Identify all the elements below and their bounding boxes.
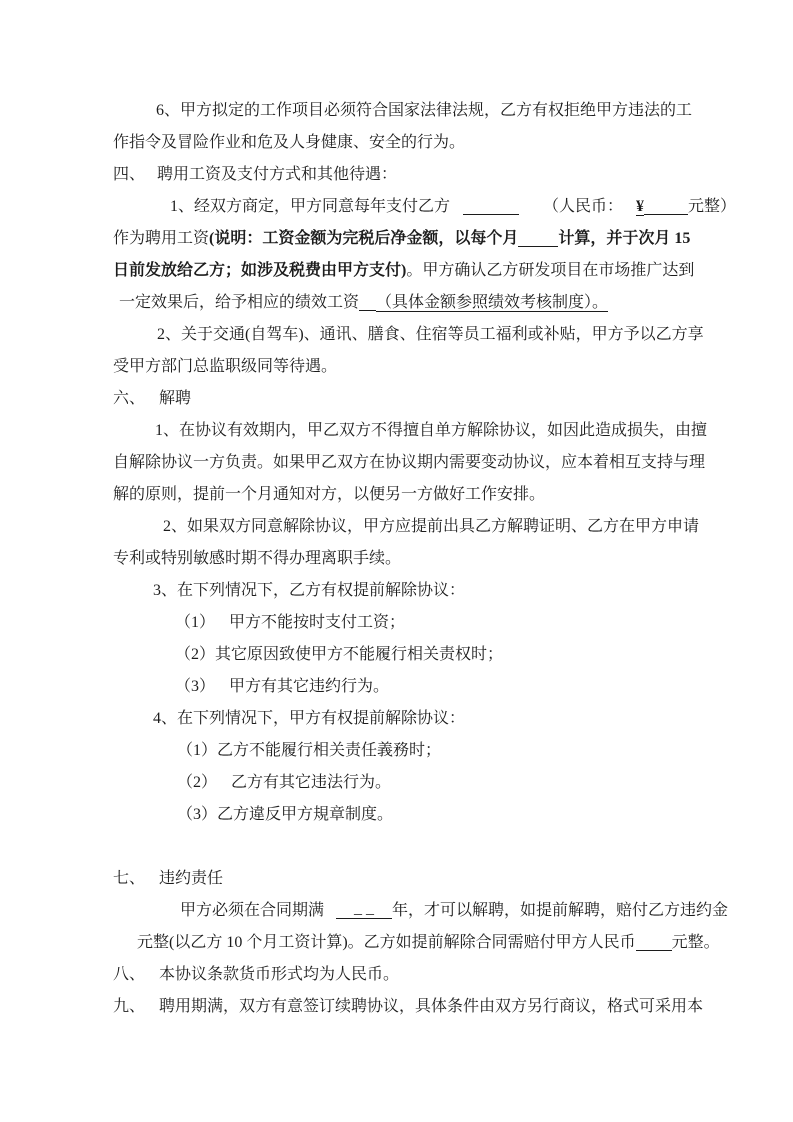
text-run: 元整(以乙方 10 个月工资计算)。乙方如提前解除合同需赔付甲方人民币 — [137, 934, 636, 951]
text-run: 聘用期满，双方有意签订续聘协议，具体条件由双方另行商议，格式可采用本 — [159, 998, 704, 1015]
document-line — [113, 639, 715, 671]
text-run: （1）乙方不能履行相关责任義務时； — [177, 742, 442, 759]
fill-in-blank: _ _ — [336, 901, 392, 919]
fill-in-blank — [644, 197, 688, 215]
text-run: （2）其它原因致使甲方不能履行相关责权时； — [175, 646, 504, 663]
document-line — [113, 95, 715, 127]
document-line — [113, 767, 715, 799]
text-run: 6、甲方拟定的工作项目必须符合国家法律法规，乙方有权拒绝甲方违法的工 — [156, 102, 693, 119]
text-run: 聘用工资及支付方式和其他待遇： — [157, 166, 398, 183]
document-line — [113, 863, 715, 895]
text-run: 1、在协议有效期内，甲乙双方不得擅自单方解除协议，如因此造成损失，由擅 — [155, 422, 708, 439]
document-line — [113, 671, 715, 703]
spacer — [145, 383, 159, 415]
spacer — [145, 159, 157, 191]
text-run: 计算，并于次月 15 — [558, 230, 691, 247]
text-run: 本协议条款货币形式均为人民币。 — [159, 966, 400, 983]
text-run: （1） — [175, 614, 216, 631]
text-run: 2、关于交通(自驾车)、通讯、膳食、住宿等员工福利或补贴，甲方予以乙方享 — [157, 326, 704, 343]
document-line — [113, 223, 715, 255]
text-run: ¥ — [636, 198, 645, 215]
spacer — [519, 191, 543, 223]
spacer — [145, 863, 159, 895]
text-run: 受甲方部门总监职级同等待遇。 — [113, 358, 338, 375]
document-line — [113, 543, 715, 575]
fill-in-blank — [636, 933, 672, 951]
text-run: 年，才可以解聘，如提前解聘，赔付乙方违约金 — [392, 902, 729, 919]
text-run: 违约责任 — [159, 870, 224, 887]
text-run: 日前发放给乙方；如涉及税费由甲方支付) — [113, 262, 407, 279]
text-run: 作指令及冒险作业和危及人身健康、安全的行为。 — [113, 134, 466, 151]
document-line — [113, 799, 715, 831]
text-run: （具体金额参照绩效考核制度）。 — [376, 294, 609, 311]
document-line — [113, 383, 715, 415]
spacer — [217, 767, 231, 799]
text-run: 元整。 — [671, 934, 720, 951]
document-line — [113, 127, 715, 159]
text-run: 解聘 — [159, 390, 192, 407]
spacer — [145, 959, 159, 991]
text-run: 甲方必须在合同期满 — [180, 902, 325, 919]
text-run: （3） — [175, 678, 216, 695]
spacer — [450, 191, 463, 223]
text-run: 八、 — [113, 966, 146, 983]
spacer — [215, 607, 229, 639]
text-run: 四、 — [113, 166, 146, 183]
fill-in-blank — [518, 229, 558, 247]
text-run: 自解除协议一方负责。如果甲乙双方在协议期内需要变动协议，应本着相互支持与理 — [113, 454, 706, 471]
document-line — [113, 287, 715, 319]
text-run: （人民币： — [543, 198, 624, 215]
document-line — [113, 511, 715, 543]
document-line — [113, 991, 715, 1023]
document-line — [113, 415, 715, 447]
text-run: 七、 — [113, 870, 146, 887]
spacer — [145, 991, 159, 1023]
fill-in-blank — [359, 293, 376, 311]
document-line — [113, 575, 715, 607]
text-run: 六、 — [113, 390, 146, 407]
document-line — [113, 895, 729, 927]
text-run: 4、在下列情况下，甲方有权提前解除协议： — [153, 710, 466, 727]
text-run: 甲方有其它违约行为。 — [229, 678, 390, 695]
text-run: 。甲方确认乙方研发项目在市场推广达到 — [406, 262, 695, 279]
document-line — [113, 607, 715, 639]
spacer — [215, 671, 229, 703]
text-run: （2） — [177, 774, 218, 791]
document-line — [113, 319, 715, 351]
text-run: 九、 — [113, 998, 146, 1015]
text-run: 甲方不能按时支付工资； — [229, 614, 406, 631]
text-run: 解的原则，提前一个月通知对方，以便另一方做好工作安排。 — [113, 486, 546, 503]
text-run: 作为聘用工资 — [113, 230, 210, 247]
document-line — [113, 255, 715, 287]
text-run: 1、经双方商定，甲方同意每年支付乙方 — [170, 198, 451, 215]
text-run: 元整） — [688, 198, 737, 215]
text-run: 一定效果后，给予相应的绩效工资 — [119, 294, 360, 311]
document-line — [113, 351, 715, 383]
text-run: （3）乙方違反甲方規章制度。 — [177, 806, 394, 823]
spacer — [623, 191, 636, 223]
text-run: (说明：工资金额为完税后净金额，以每个月 — [209, 230, 519, 247]
fill-in-blank — [463, 197, 519, 215]
text-run: 3、在下列情况下，乙方有权提前解除协议： — [153, 582, 466, 599]
document-line — [113, 703, 715, 735]
document-line — [113, 959, 715, 991]
text-run: 2、如果双方同意解除协议，甲方应提前出具乙方解聘证明、乙方在甲方申请 — [163, 518, 700, 535]
blank-line — [113, 831, 715, 863]
text-run: 乙方有其它违法行为。 — [231, 774, 392, 791]
document-line — [113, 735, 715, 767]
spacer — [324, 895, 336, 927]
document-line — [113, 927, 720, 959]
document-line — [113, 159, 715, 191]
document-line — [113, 479, 715, 511]
document-line — [113, 191, 737, 223]
document-line — [113, 447, 715, 479]
document-body — [113, 95, 737, 1023]
text-run: 专利或特别敏感时期不得办理离职手续。 — [113, 550, 402, 567]
